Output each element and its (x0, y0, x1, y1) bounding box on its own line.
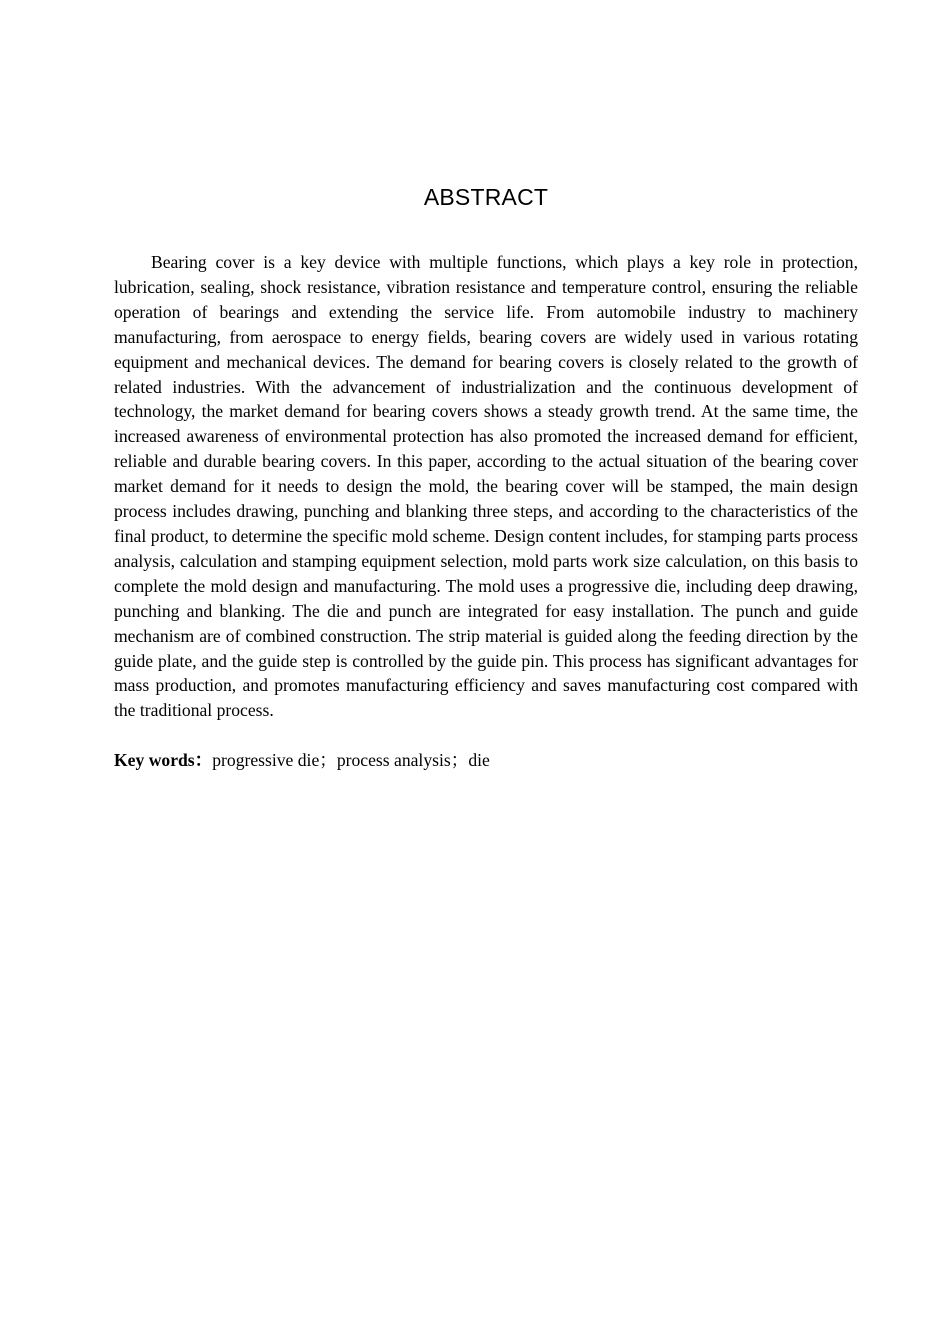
abstract-paragraph: Bearing cover is a key device with multiple functions, which plays a key role in protection, lubrication, sealing, shock resistance, vibration resistance and temperature control, ensuring the reliable operation of bearings and extending the service life. From automobile industry to machinery manufacturing, from aerospace to energy fields, bearing covers are widely used in various rotating equipment and mechanical devices. The demand for bearing covers is closely related to the growth of related industries. With the advancement of industrialization and the continuous development of technology, the market demand for bearing covers shows a steady growth trend. At the same time, the increased awareness of environmental protection has also promoted the increased demand for efficient, reliable and durable bearing covers. In this paper, according to the actual situation of the bearing cover market demand for it needs to design the mold, the bearing cover will be stamped, the main design process includes drawing, punching and blanking three steps, and according to the characteristics of the final product, to determine the specific mold scheme. Design content includes, for stamping parts process analysis, calculation and stamping equipment selection, mold parts work size calculation, on this basis to complete the mold design and manufacturing. The mold uses a progressive die, including deep drawing, punching and blanking. The die and punch are integrated for easy installation. The punch and guide mechanism are of combined construction. The strip material is guided along the feeding direction by the guide plate, and the guide step is controlled by the guide pin. This process has significant advantages for mass production, and promotes manufacturing efficiency and saves manufacturing cost compared with the traditional process. (114, 252, 858, 721)
keyword-item: process analysis (336, 750, 451, 770)
keywords-line (114, 748, 858, 773)
keywords-label: Key words (114, 750, 195, 770)
keyword-item: progressive die (212, 750, 320, 770)
keyword-separator: ； (450, 750, 469, 770)
keywords-colon: ： (194, 750, 213, 770)
abstract-title: ABSTRACT (423, 184, 549, 210)
keyword-item: die (468, 750, 490, 770)
keyword-separator: ； (319, 750, 337, 770)
